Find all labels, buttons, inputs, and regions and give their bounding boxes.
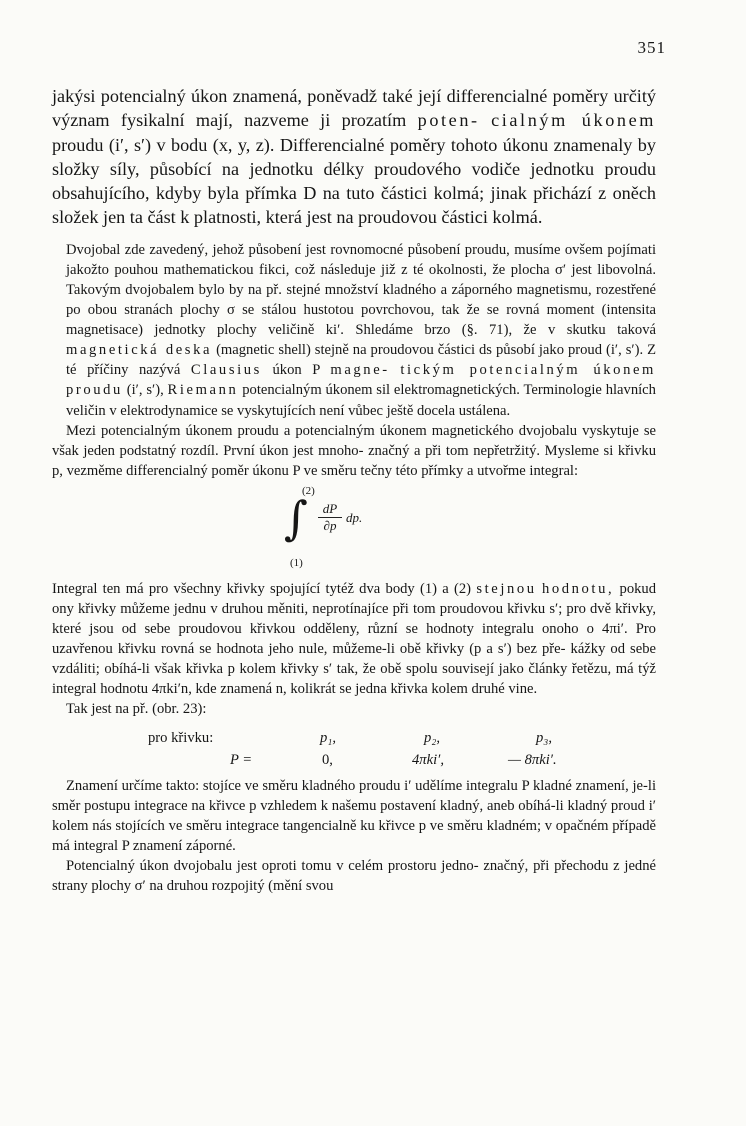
table-cell: p₂, — [424, 729, 441, 746]
text-line: (magnetic shell) stejně na proudovou částici ds — [216, 342, 492, 359]
emphasized-term: magne- — [330, 362, 390, 379]
differential: dp. — [346, 509, 363, 525]
emphasized-term: poten- — [417, 110, 480, 131]
table-row-label: P = — [230, 751, 253, 768]
table-cell: 0, — [322, 751, 333, 768]
emphasized-term: hodnotu, — [541, 580, 615, 597]
text-line: proudu (i′, s′) v bodu (x, y, z). Differencialné — [52, 134, 385, 155]
text-line: ve směru integrace tangencialně ku křivce p ve směru kladném; v opačném — [168, 817, 609, 834]
text-line: Mezi potencialným úkonem proudu a potencialným úkonem magnetického — [66, 422, 514, 439]
text-line: Integral ten má pro všechny křivky spojující tytéž dva body (1) a (2) — [52, 580, 472, 597]
emphasized-term: magnetická deska — [66, 342, 213, 359]
text-line: Potencialný úkon dvojobalu jest oproti tomu v celém prostoru jedno- — [66, 857, 479, 874]
text-line: k našemu postavení kladný, aneb obíhá-li kladný proud i′ kolem nás stojících — [52, 797, 656, 834]
note-paragraph — [52, 240, 656, 421]
text-line: značný a při tom nepřetržitý. Mysleme si křivku p, vezměme differencialný — [52, 442, 656, 479]
text-line: značný, při přechodu z jedné strany plochy σ′ na druhou rozpojitý (mění svou — [52, 857, 657, 895]
text-line: křivkou odděleny, různí se hodnoty integralu onoho o 4πi′. Pro uzavřenou — [52, 621, 656, 658]
table-cell: — 8πki′. — [508, 751, 557, 768]
text-line: spolu souvisejí jako články řetězu, má týž integral hodnotu 4πki′n, kde — [52, 661, 656, 698]
text-line: jakýsi potencialný úkon znamená, poněvadž také její differencialné — [52, 86, 548, 106]
lower-limit: (1) — [290, 556, 303, 569]
text-line: Tak jest na př. (obr. 23): — [66, 701, 207, 718]
text-line: působí jako proud (i′, s′). Z té příčiny nazývá — [66, 342, 657, 379]
text-line: délky proudového vodiče jednotku proudu obsahujícího, kdyby byla — [52, 158, 656, 204]
text-line: kážky od sebe vzdáliti; obíhá-li však křivka p kolem křivky s′ tak, že obě — [52, 641, 656, 678]
author-name: Riemann — [167, 382, 239, 399]
text-line: úkon P — [272, 362, 320, 379]
main-paragraph — [52, 84, 656, 230]
text-line: stejné množství kladného a záporného magnetismu, rozestřené po obou stranách — [66, 281, 656, 319]
text-line: Dvojobal zde zavedený, jehož působení jest rovnomocné působení proudu, — [66, 241, 510, 258]
text-line: ta část k platnosti, která jest na proudovou částici kolmá. — [129, 207, 543, 228]
text-line: křivku rovná se hodnota jeho nule, můžeme-li obě křivky (p a s′) bez pře- — [117, 641, 566, 658]
text-line: pokud ony křivky můžeme jednu v druhou měniti, neprotínajíce — [52, 580, 657, 617]
text-line: Znamení určíme takto: stojíce ve směru kladného proudu i′ udělíme — [66, 777, 463, 794]
table-cell: 4πki′, — [412, 751, 444, 768]
table-cell: p₃, — [536, 729, 553, 746]
note-paragraph — [52, 776, 656, 856]
value-table — [52, 722, 656, 774]
text-line: musíme ovšem pojímati jakožto pouhou mathematickou fikci, což následuje již — [66, 241, 656, 278]
small-print-section — [52, 240, 656, 896]
text-line: integralu P kladné znamení, je-li směr postupu integrace na křivce p vzhledem — [52, 777, 656, 814]
text-line: při tom proudovou křivku s′; pro dvě křivky, které jsou od sebe proudovou — [52, 601, 656, 638]
fraction — [318, 501, 342, 534]
text-line: se vyskytujících není vůbec ještě docela ustálena. — [221, 402, 511, 419]
text-line: poměr úkonu P ve směru tečny této přímky a utvořme integral: — [211, 462, 579, 479]
note-paragraph — [52, 579, 656, 700]
page-number: 351 — [637, 38, 666, 57]
table-row-label: pro křivku: — [148, 729, 214, 746]
note-paragraph — [52, 421, 656, 481]
numerator: dP — [318, 501, 342, 518]
text-line: taková — [617, 322, 656, 339]
text-line: potencialným — [242, 382, 322, 399]
denominator: ∂p — [323, 517, 337, 533]
text-line: přímka D na tuto částici kolmá; jinak přichází z oněch složek jen — [52, 183, 657, 228]
author-name: Clausius — [190, 362, 262, 379]
integral-formula — [52, 485, 656, 577]
text-line: znamená n, kolikrát se jedna křivka kolem druhé vine. — [220, 681, 538, 698]
text-line: (i′, s′), — [126, 382, 164, 399]
emphasized-term: cialným úkonem — [491, 110, 656, 131]
upper-limit: (2) — [302, 484, 315, 497]
page-content — [52, 84, 656, 896]
text-line: z té okolnosti, že plocha σ′ jest libovolná. Takovým dvojobalem bylo by na př. — [66, 261, 657, 298]
text-line: poměry určitý význam fysikalní mají, nazveme ji prozatím — [52, 86, 656, 131]
text-line: případě má integral P znamení záporné. — [52, 817, 656, 854]
note-paragraph — [52, 699, 656, 719]
text-line: magnetisace) jednotky plochy veličině ki′. Shledáme brzo (§. 71), že v skutku — [66, 322, 606, 339]
text-line: úkonem sil elektromagnetických. Terminologie hlavních veličin v elektrodynamice — [66, 382, 656, 419]
emphasized-term: tickým potencialným úkonem proudu — [66, 362, 656, 399]
note-paragraph — [52, 856, 656, 896]
text-line: dvojobalu vyskytuje se však jeden podstatný rozdíl. První úkon jest mnoho- — [52, 422, 656, 459]
table-cell: p₁, — [320, 729, 337, 746]
text-line: poměry tohoto úkonu znamenaly by složky síly, působící na jednotku — [52, 134, 656, 179]
integral-sign: ∫ — [284, 490, 308, 545]
text-line: plochy σ se stálou hustotou povrchovou, tak že se rovná moment (intensita — [180, 302, 656, 319]
emphasized-term: stejnou — [476, 580, 537, 597]
